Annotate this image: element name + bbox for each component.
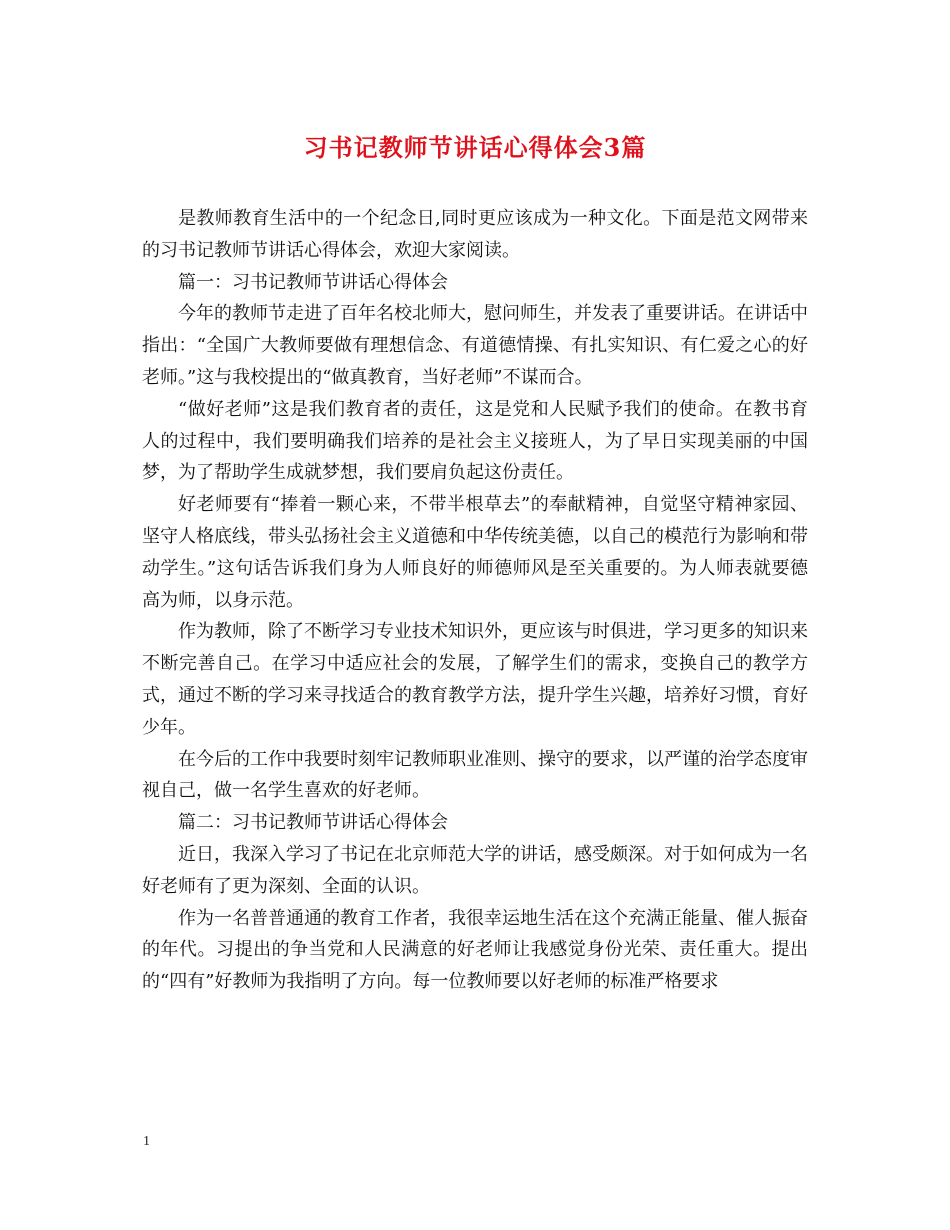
paragraph-intro: 是教师教育生活中的一个纪念日,同时更应该成为一种文化。下面是范文网带来的习书记教师节讲话心得体会，欢迎大家阅读。: [142, 208, 808, 261]
page-number: 1: [143, 1134, 150, 1149]
paragraph: 好老师要有“捧着一颗心来，不带半根草去”的奉献精神，自觉坚守精神家园、坚守人格底线，带头弘扬社会主义道德和中华传统美德，以自己的模范行为影响和带动学生。”这句话告诉我们身为人师良好的师德师风是至关重要的。为人师表就要德高为师，以身示范。: [142, 494, 808, 611]
paragraph: 作为一名普普通通的教育工作者，我很幸运地生活在这个充满正能量、催人振奋的年代。习提出的争当党和人民满意的好老师让我感觉身份光荣、责任重大。提出的“四有”好教师为我指明了方向。每一位教师要以好老师的标准严格要求: [142, 907, 808, 993]
paragraph: “做好老师”这是我们教育者的责任，这是党和人民赋予我们的使命。在教书育人的过程中，我们要明确我们培养的是社会主义接班人，为了早日实现美丽的中国梦，为了帮助学生成就梦想，我们要肩负起这份责任。: [142, 398, 808, 484]
section-heading-1: 篇一：习书记教师节讲话心得体会: [178, 271, 448, 293]
paragraph: 今年的教师节走进了百年名校北师大，慰问师生，并发表了重要讲话。在讲话中指出：“全国广大教师要做有理想信念、有道德情操、有扎实知识、有仁爱之心的好老师。”这与我校提出的“做真教育，当好老师”不谋而合。: [142, 303, 808, 388]
paragraph: 近日，我深入学习了书记在北京师范大学的讲话，感受颇深。对于如何成为一名好老师有了更为深刻、全面的认识。: [142, 843, 808, 897]
paragraph: 作为教师，除了不断学习专业技术知识外，更应该与时俱进，学习更多的知识来不断完善自己。在学习中适应社会的发展，了解学生们的需求，变换自己的教学方式，通过不断的学习来寻找适合的教育教学方法，提升学生兴趣，培养好习惯，育好少年。: [142, 621, 808, 738]
document-title: 习书记教师节讲话心得体会3篇: [303, 133, 647, 162]
paragraph: 在今后的工作中我要时刻牢记教师职业准则、操守的要求，以严谨的治学态度审视自己，做一名学生喜欢的好老师。: [142, 748, 808, 802]
section-heading-2: 篇二：习书记教师节讲话心得体会: [178, 812, 448, 834]
document-body: [142, 203, 808, 998]
